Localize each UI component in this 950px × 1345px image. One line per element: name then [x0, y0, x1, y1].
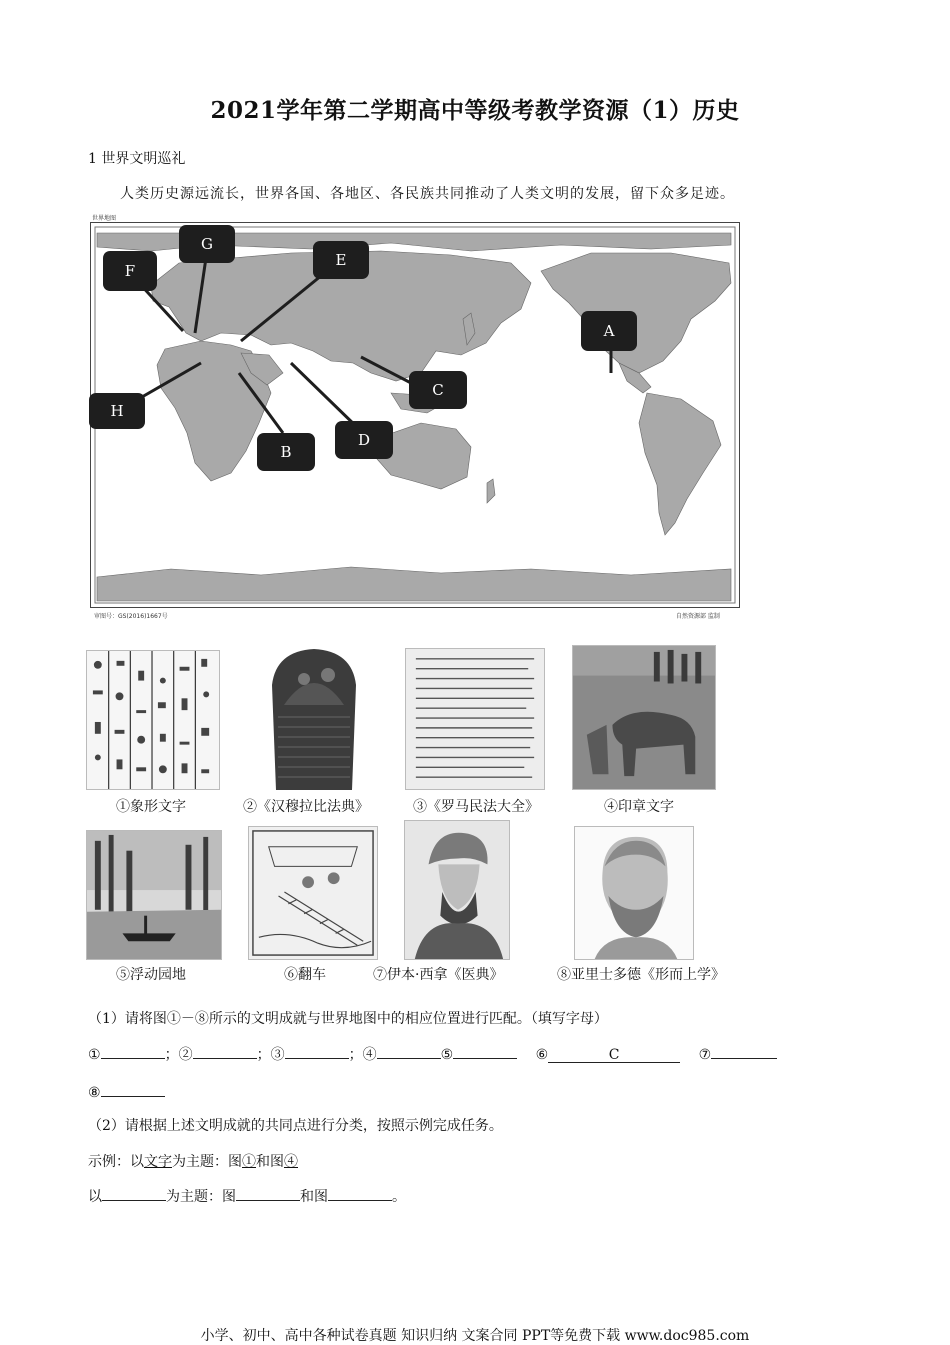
seal-image: [572, 645, 716, 790]
map-label-d: D: [335, 421, 393, 459]
answer-blank-3[interactable]: [285, 1044, 349, 1059]
map-caption-top: 世界地图: [92, 215, 117, 222]
example-prefix: 示例：以: [88, 1154, 144, 1170]
answer-blank-6[interactable]: C: [548, 1048, 680, 1063]
world-map: [90, 222, 740, 608]
bust-image: [574, 826, 694, 960]
answer-blank-4[interactable]: [377, 1044, 441, 1059]
task-fig1-blank[interactable]: [236, 1186, 300, 1201]
answer-sep-2: ；: [256, 1047, 271, 1063]
map-label-a: A: [581, 311, 637, 351]
caption-7: ⑦伊本·西拿《医典》: [373, 967, 504, 983]
answer-mark-3: ③: [270, 1047, 285, 1063]
answer-mark-5: ⑤: [440, 1047, 454, 1063]
caption-4: ④印章文字: [604, 799, 674, 815]
task-fig2-blank[interactable]: [328, 1186, 392, 1201]
map-label-g: G: [179, 225, 235, 263]
caption-3: ③《罗马民法大全》: [413, 799, 539, 815]
answer-sep-1: ；: [164, 1047, 179, 1063]
answer-mark-1: ①: [88, 1047, 101, 1063]
question-1-prompt: （1）请将图①－⑧所示的文明成就与世界地图中的相应位置进行匹配。（填写字母）: [88, 1011, 608, 1027]
question-2-task: [88, 1186, 406, 1206]
map-label-f: F: [103, 251, 157, 291]
answer-sep-3: ；: [348, 1047, 363, 1063]
question-1-answers: [88, 1044, 777, 1064]
caption-5: ⑤浮动园地: [116, 967, 186, 983]
map-label-h: H: [89, 393, 145, 429]
answer-blank-7[interactable]: [711, 1044, 777, 1059]
task-end: 。: [392, 1189, 406, 1205]
manuscript-image: [405, 648, 545, 790]
task-prefix: 以: [88, 1189, 102, 1205]
example-fig1: ①: [242, 1154, 256, 1170]
caption-2: ②《汉穆拉比法典》: [243, 799, 369, 815]
intro-paragraph: 人类历史源远流长，世界各国、各地区、各民族共同推动了人类文明的发展，留下众多足迹。: [120, 186, 735, 202]
portrait-image: [404, 820, 510, 960]
example-mid: 为主题：图: [172, 1154, 242, 1170]
map-label-e: E: [313, 241, 369, 279]
answer-blank-5[interactable]: [453, 1044, 517, 1059]
answer-blank-2[interactable]: [193, 1044, 257, 1059]
map-label-c: C: [409, 371, 467, 409]
answer-mark-2: ②: [178, 1047, 193, 1063]
task-topic-blank[interactable]: [102, 1186, 166, 1201]
question-1-answers-row2: [88, 1082, 165, 1101]
map-label-b: B: [257, 433, 315, 471]
answer-mark-6: ⑥: [535, 1047, 549, 1063]
floating-garden-image: [86, 830, 222, 960]
hieroglyph-image: [86, 650, 220, 790]
map-pointers: [91, 223, 739, 607]
caption-1: ①象形文字: [116, 799, 186, 815]
map-caption-bottom-right: 自然资源部 监制: [676, 613, 720, 620]
example-fig2: ④: [284, 1154, 298, 1170]
example-and: 和图: [256, 1154, 284, 1170]
question-2-prompt: （2）请根据上述文明成就的共同点进行分类，按照示例完成任务。: [88, 1118, 503, 1134]
answer-blank-1[interactable]: [101, 1044, 165, 1059]
task-and: 和图: [300, 1189, 328, 1205]
task-mid: 为主题：图: [166, 1189, 236, 1205]
page-footer: 小学、初中、高中各种试卷真题 知识归纳 文案合同 PPT等免费下载 www.doc985.com: [200, 1328, 750, 1344]
answer-mark-8: ⑧: [88, 1085, 101, 1101]
example-topic: 文字: [144, 1154, 172, 1170]
caption-6: ⑥翻车: [284, 967, 326, 983]
caption-8: ⑧亚里士多德《形而上学》: [557, 967, 725, 983]
page-title: 2021学年第二学期高中等级考教学资源（1）历史: [210, 97, 740, 124]
stele-image: [248, 645, 380, 790]
map-caption-bottom-left: 审图号：GS(2016)1667号: [94, 613, 168, 620]
question-2-example: [88, 1151, 298, 1171]
answer-mark-7: ⑦: [698, 1047, 712, 1063]
section-heading: 1 世界文明巡礼: [88, 151, 186, 167]
answer-blank-8[interactable]: [101, 1082, 165, 1097]
waterwheel-image: [248, 826, 378, 960]
answer-mark-4: ④: [362, 1047, 377, 1063]
